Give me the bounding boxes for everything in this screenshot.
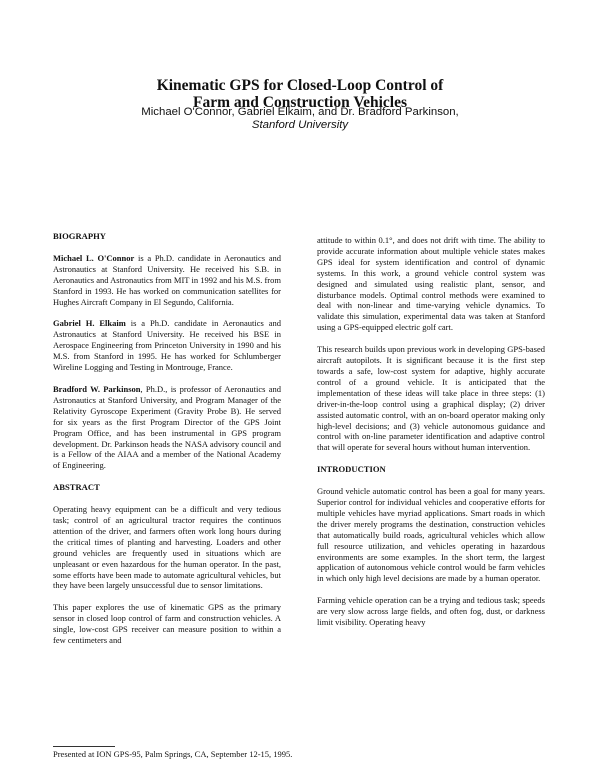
bio-text: , Ph.D., is professor of Aeronautics and Astronautics at Stanford University, and Program Manager of the Relativity Gyroscope Experiment (Gravity Probe B). He served for six years as the first Program Director of the GPS Joint Program Office, and has been instrumental in GPS program development. Dr. Parkinson heads the NASA advisory council and is a Fellow of the AIAA and a member of the National Academy of Engineering. <box>53 383 281 471</box>
left-column <box>53 231 281 657</box>
biography-heading: BIOGRAPHY <box>53 231 106 241</box>
introduction-heading: INTRODUCTION <box>317 464 386 475</box>
abstract-paragraph: Operating heavy equipment can be a difficult and very tedious task; control of an agricultural tractor requires the continuos attention of the driver, and farmers often work long hours during the critical times of planting and harvesting. Loaders and other ground vehicles are frequently used in situations which are unpleasant or even hazardous for the human operator. In the past, some efforts have been made to automate agricultural vehicles, but they have been largely unsuccessful due to sensor limitations. <box>53 504 281 591</box>
abstract-heading: ABSTRACT <box>53 482 100 493</box>
right-column <box>317 235 545 639</box>
bio-text: is a Ph.D. candidate in Aeronautics and Astronautics at Stanford University. He received his S.B. in Aeronautics and Astronautics from MIT in 1992 and his M.S. from Stanford in 1993. He has worked on communication satellites for Hughes Aircraft Company in El Segundo, California. <box>53 252 282 307</box>
paper-title-line-1: Kinematic GPS for Closed-Loop Control of <box>156 77 444 94</box>
introduction-paragraph: Farming vehicle operation can be a trying and tedious task; speeds are very slow across large fields, and often fog, dust, or darkness limit visibility. Operating heavy <box>317 595 545 628</box>
paper-title-line-2: Farm and Construction Vehicles <box>193 94 407 111</box>
footnote-rule <box>53 746 115 747</box>
abstract-paragraph: This paper explores the use of kinematic GPS as the primary sensor in closed loop control of farm and construction vehicles. A single, low-cost GPS receiver can measure position to within a few centimeters and <box>53 602 281 646</box>
introduction-paragraph: Ground vehicle automatic control has been a goal for many years. Superior control for individual vehicles and cooperative efforts for multiple vehicles have myriad applications. Smart roads in which the driver merely programs the destination, construction vehicles that automatically build roads, agricultural vehicles which allow full resource utilization, and vehicles operating in hazardous environments are some examples. In the short term, the largest application of autonomous vehicle control would be farm vehicles in which only high level decisions are made by a human operator. <box>317 486 545 584</box>
bio-name: Michael L. O'Connor <box>53 252 135 263</box>
bio-parkinson <box>53 384 281 471</box>
abstract-paragraph: attitude to within 0.1°, and does not drift with time. The ability to provide accurate information about multiple vehicle states makes GPS ideal for system identification and control of dynamic systems. In this work, a ground vehicle control system was designed and simulated using realistic plant, sensor, and disturbance models. Optimal control methods were examined to deal with non-linear and time-varying vehicle dynamics. To validate this simulation, experimental data was taken at Stanford using a GPS-equipped electric golf cart. <box>317 235 545 333</box>
authors: Michael O'Connor, Gabriel Elkaim, and Dr. Bradford Parkinson, <box>141 106 459 118</box>
bio-elkaim <box>53 318 281 373</box>
footnote: Presented at ION GPS-95, Palm Springs, CA, September 12-15, 1995. <box>53 749 293 759</box>
bio-name: Gabriel H. Elkaim <box>53 318 126 329</box>
bio-name: Bradford W. Parkinson <box>53 383 141 394</box>
bio-oconnor <box>53 253 281 308</box>
abstract-paragraph: This research builds upon previous work in developing GPS-based aircraft autopilots. It is significant because it is the first step towards a safe, low-cost system for adaptive, highly accurate control of a ground vehicle. It is anticipated that the implementation of these ideas will take place in three steps: (1) driver-in-the-loop control using a graphical display; (2) driver assisted automatic control, with an on-board operator making only high-level decisions; and (3) vehicle autonomous guidance and control with on-line parameter identification and adaptive control that will operate for several hours without human intervention. <box>317 344 545 453</box>
affiliation: Stanford University <box>251 119 349 131</box>
bio-text: is a Ph.D. candidate in Aeronautics and Astronautics at Stanford University. He received his BSE in Aerospace Engineering from Princeton University in 1990 and his M.S. from Stanford in 1995. He has worked for Schlumberger Wireline Logging and Testing in Montrouge, France. <box>53 318 281 373</box>
